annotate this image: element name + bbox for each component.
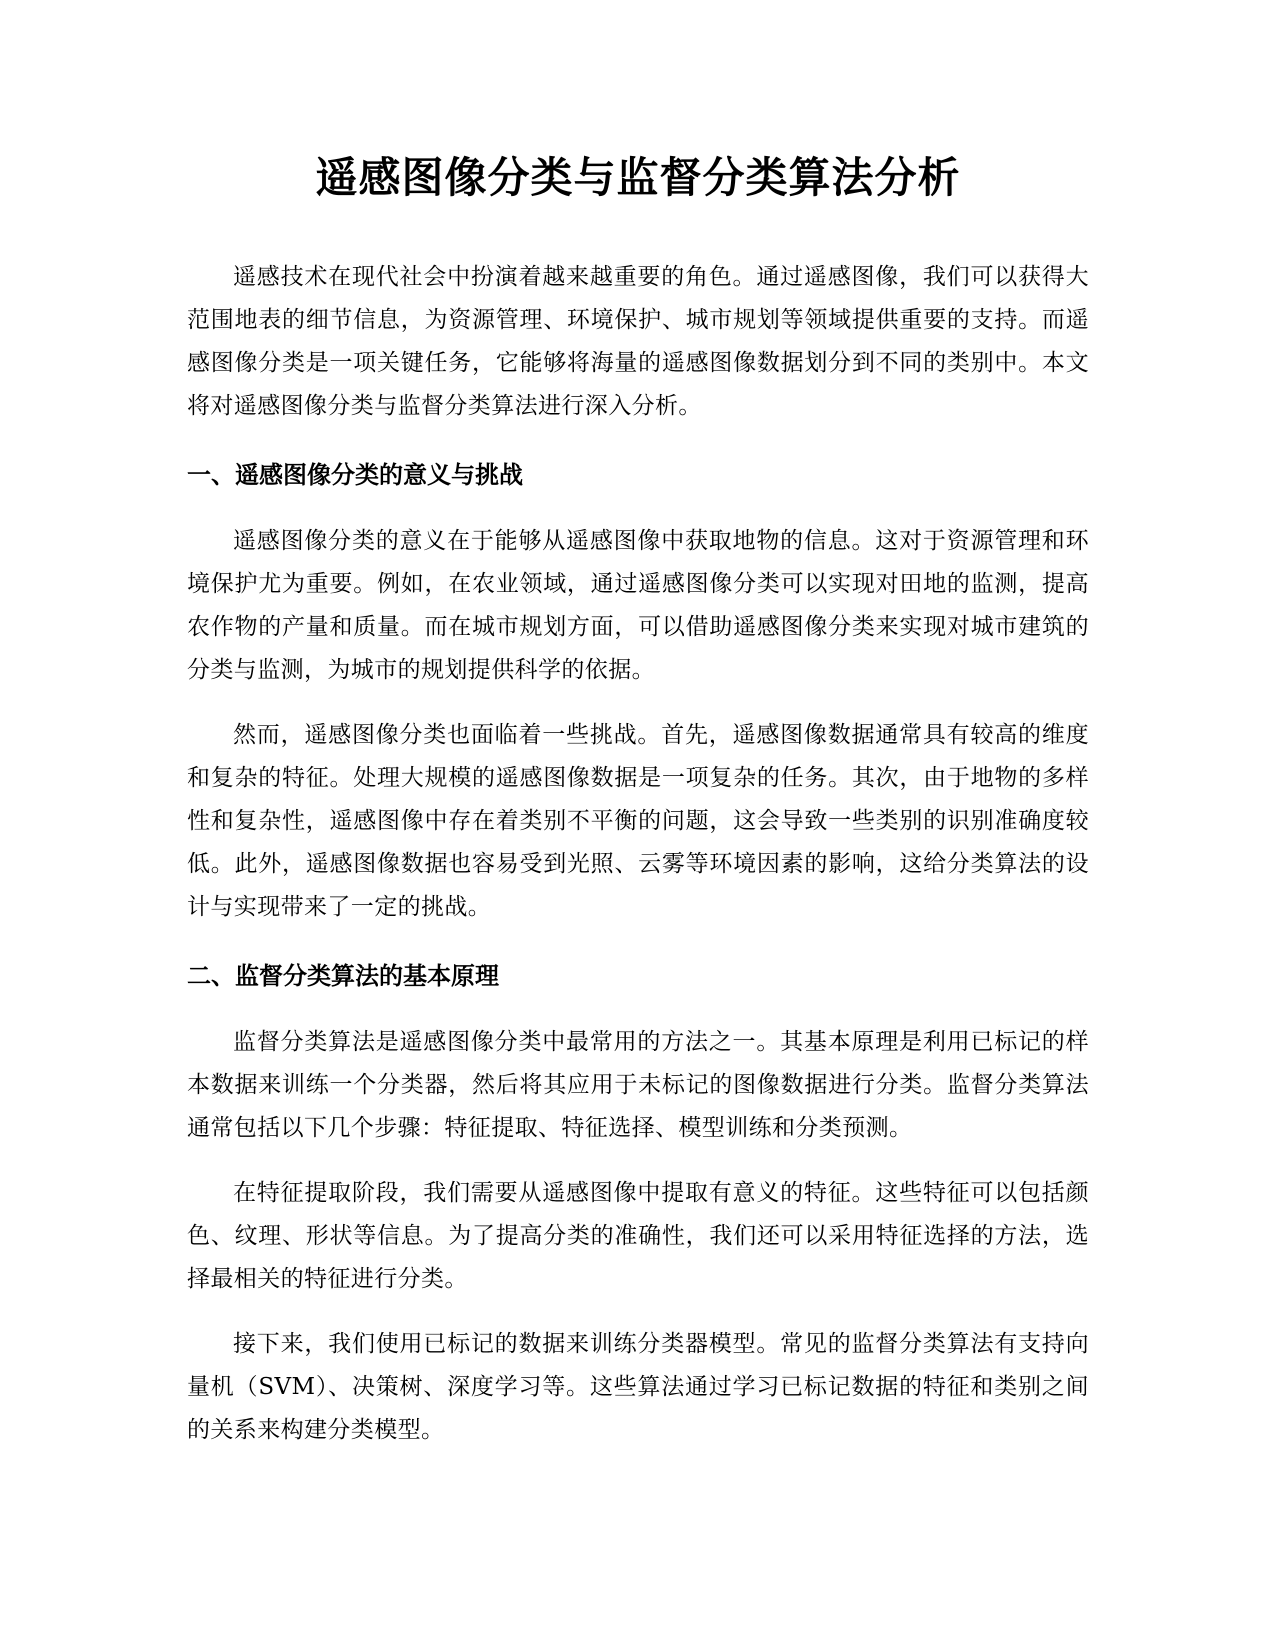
section-1-paragraph-1: 遥感图像分类的意义在于能够从遥感图像中获取地物的信息。这对于资源管理和环境保护尤为重要。例如，在农业领域，通过遥感图像分类可以实现对田地的监测，提高农作物的产量和质量。而在城市规划方面，可以借助遥感图像分类来实现对城市建筑的分类与监测，为城市的规划提供科学的依据。	[187, 528, 1089, 683]
section-2-heading: 二、监督分类算法的基本原理	[187, 962, 499, 990]
section-2-paragraph-2: 在特征提取阶段，我们需要从遥感图像中提取有意义的特征。这些特征可以包括颜色、纹理、形状等信息。为了提高分类的准确性，我们还可以采用特征选择的方法，选择最相关的特征进行分类。	[187, 1180, 1089, 1292]
section-1-paragraph-2: 然而，遥感图像分类也面临着一些挑战。首先，遥感图像数据通常具有较高的维度和复杂的特征。处理大规模的遥感图像数据是一项复杂的任务。其次，由于地物的多样性和复杂性，遥感图像中存在着类别不平衡的问题，这会导致一些类别的识别准确度较低。此外，遥感图像数据也容易受到光照、云雾等环境因素的影响，这给分类算法的设计与实现带来了一定的挑战。	[187, 722, 1089, 920]
section-1-heading: 一、遥感图像分类的意义与挑战	[187, 461, 523, 489]
intro-paragraph: 遥感技术在现代社会中扮演着越来越重要的角色。通过遥感图像，我们可以获得大范围地表的细节信息，为资源管理、环境保护、城市规划等领域提供重要的支持。而遥感图像分类是一项关键任务，它能够将海量的遥感图像数据划分到不同的类别中。本文将对遥感图像分类与监督分类算法进行深入分析。	[187, 264, 1089, 419]
section-2-paragraph-1: 监督分类算法是遥感图像分类中最常用的方法之一。其基本原理是利用已标记的样本数据来训练一个分类器，然后将其应用于未标记的图像数据进行分类。监督分类算法通常包括以下几个步骤：特征提取、特征选择、模型训练和分类预测。	[187, 1029, 1089, 1141]
section-2-paragraph-3: 接下来，我们使用已标记的数据来训练分类器模型。常见的监督分类算法有支持向量机（SVM）、决策树、深度学习等。这些算法通过学习已标记数据的特征和类别之间的关系来构建分类模型。	[187, 1331, 1089, 1443]
document-body	[187, 148, 1089, 1474]
document-title: 遥感图像分类与监督分类算法分析	[315, 153, 961, 202]
